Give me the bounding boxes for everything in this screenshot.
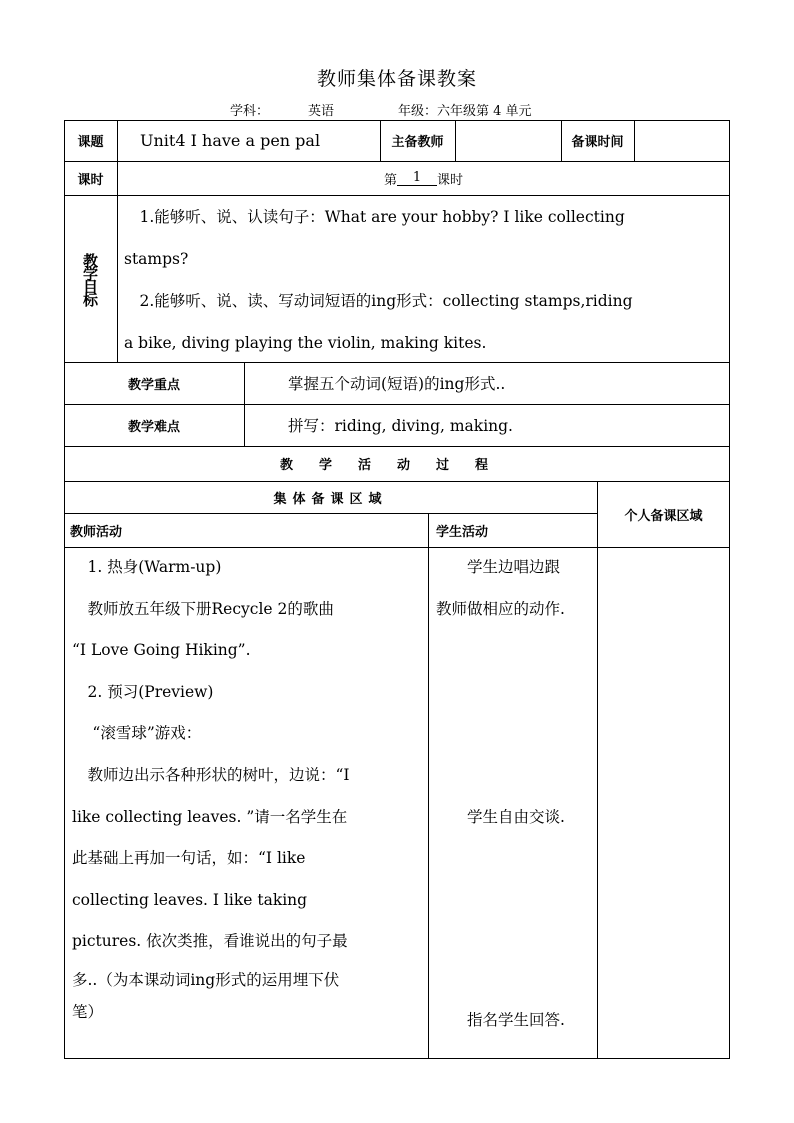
student-line: 学生自由交谈. xyxy=(436,807,565,826)
student-line xyxy=(436,713,596,755)
goals-label: 教学目标 xyxy=(81,252,99,305)
teacher-line: pictures. 依次类推，看谁说出的句子最 xyxy=(72,932,348,951)
teacher-activity-header: 教师活动 xyxy=(70,524,123,540)
period-label: 课时 xyxy=(77,172,104,188)
topic-value: Unit4 I have a pen pal xyxy=(140,131,321,150)
teacher-activity-content xyxy=(72,547,426,1059)
teacher-line: 2. 预习(Preview) xyxy=(72,682,214,701)
key-point-value: 掌握五个动词(短语)的ing形式.. xyxy=(288,375,506,393)
student-line xyxy=(436,880,596,922)
student-line xyxy=(436,630,596,672)
student-activity-content xyxy=(436,547,596,1059)
goals-line: a bike, diving playing the violin, making kites. xyxy=(124,334,487,352)
goals-line: 1.能够听、说、认读句子：What are your hobby? I like collecting xyxy=(124,208,625,226)
period-number: 1 xyxy=(397,170,437,186)
period-prefix: 第 xyxy=(383,172,397,188)
teacher-line: “滚雪球”游戏： xyxy=(72,724,202,743)
student-line xyxy=(436,838,596,880)
lead-teacher-label: 主备教师 xyxy=(391,135,444,150)
teacher-line: 教师边出示各种形状的树叶，边说：“I xyxy=(72,765,350,784)
student-line: 指名学生回答. xyxy=(436,1010,565,1029)
difficulty-value: 拼写：riding, diving, making. xyxy=(288,417,513,435)
lead-teacher-value xyxy=(455,120,561,161)
student-line xyxy=(436,921,596,963)
subject-value: 英语 xyxy=(308,104,335,119)
grade-info: 年级：六年级第 4 单元 xyxy=(398,104,532,119)
personal-area[interactable] xyxy=(597,547,730,1059)
student-line: 学生边唱边跟 xyxy=(436,558,561,576)
teacher-line: like collecting leaves. ”请一名学生在 xyxy=(72,807,348,826)
period-value xyxy=(117,161,730,195)
teacher-line: 此基础上再加一句话，如：“I like xyxy=(72,849,306,868)
goals-line: 2.能够听、说、读、写动词短语的ing形式：collecting stamps,riding xyxy=(124,292,633,310)
student-line xyxy=(436,963,596,1000)
teacher-line: 1. 热身(Warm-up) xyxy=(72,558,222,576)
goals-text xyxy=(124,196,728,362)
student-activity-header: 学生活动 xyxy=(436,524,489,540)
teacher-line: “I Love Going Hiking”. xyxy=(72,641,251,660)
teacher-line: 教师放五年级下册Recycle 2的歌曲 xyxy=(72,599,334,618)
topic-label: 课题 xyxy=(77,135,104,150)
process-header: 教学活动过程 xyxy=(279,458,514,473)
page-title: 教师集体备课教案 xyxy=(316,68,477,90)
student-line: 教师做相应的动作. xyxy=(436,599,565,618)
teacher-line: 多..（为本课动词ing形式的运用埋下伏 xyxy=(72,970,340,989)
student-line xyxy=(436,755,596,797)
teacher-line: 笔） xyxy=(72,1002,104,1021)
difficulty-label: 教学难点 xyxy=(127,419,180,435)
teacher-line: collecting leaves. I like taking xyxy=(72,890,308,909)
prep-time-value xyxy=(634,120,730,161)
student-line xyxy=(436,672,596,714)
goals-line: stamps? xyxy=(124,250,189,268)
personal-header: 个人备课区域 xyxy=(624,508,703,524)
collective-header: 集体备课区域 xyxy=(273,491,388,507)
key-point-label: 教学重点 xyxy=(127,377,180,393)
subject-label: 学科： xyxy=(230,104,270,119)
prep-time-label: 备课时间 xyxy=(571,135,624,150)
period-suffix: 课时 xyxy=(437,172,464,188)
